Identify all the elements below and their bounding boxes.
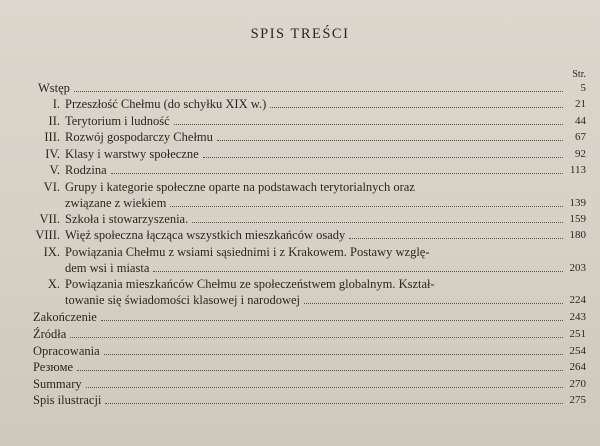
toc-entry-chapter-7[interactable] bbox=[26, 211, 586, 227]
toc-entry-title-line1: Powiązania Chełmu z wsiami sąsiednimi i z Krakowem. Postawy wzglę- bbox=[65, 245, 430, 259]
chapter-number: III. bbox=[44, 130, 60, 144]
dot-leader bbox=[203, 157, 563, 158]
toc-entry-title-line2: towanie się świadomości klasowej i narodowej bbox=[65, 293, 301, 307]
toc-entry-chapter-5[interactable] bbox=[26, 162, 586, 178]
toc-entry-sources[interactable] bbox=[33, 326, 586, 342]
toc-entry-chapter-1[interactable] bbox=[26, 96, 586, 112]
toc-entry-title: Rozwój gospodarczy Chełmu bbox=[65, 130, 213, 144]
dot-leader bbox=[174, 124, 563, 125]
toc-entry-title: Klasy i warstwy społeczne bbox=[65, 147, 199, 161]
toc-entry-page: 224 bbox=[569, 294, 586, 306]
chapter-number: VI. bbox=[43, 180, 60, 194]
toc-entry-summary[interactable] bbox=[33, 376, 586, 392]
toc-entry-page: 44 bbox=[575, 115, 586, 127]
chapter-number: IX. bbox=[43, 245, 60, 259]
dot-leader bbox=[304, 303, 563, 304]
toc-entry-title: Rodzina bbox=[65, 163, 107, 177]
toc-entry-title-line2: dem wsi i miasta bbox=[65, 261, 150, 275]
toc-entry-russian-summary[interactable] bbox=[33, 359, 586, 375]
toc-entry-chapter-9[interactable] bbox=[26, 244, 586, 276]
toc-entry-page: 180 bbox=[569, 229, 586, 241]
toc-entry-page: 243 bbox=[569, 311, 586, 323]
toc-entry-title: Zakończenie bbox=[33, 310, 97, 324]
toc-entry-title: Summary bbox=[33, 377, 82, 391]
chapter-number: VIII. bbox=[35, 228, 60, 242]
chapter-number: VII. bbox=[39, 212, 60, 226]
dot-leader bbox=[86, 387, 563, 388]
toc-entry-title-line2: związane z wiekiem bbox=[65, 196, 167, 210]
dot-leader bbox=[70, 337, 563, 338]
toc-entry-chapter-6[interactable] bbox=[26, 179, 586, 211]
dot-leader bbox=[74, 91, 563, 92]
dot-leader bbox=[101, 320, 563, 321]
toc-entry-intro[interactable] bbox=[38, 80, 586, 96]
toc-entry-page: 139 bbox=[569, 197, 586, 209]
toc-entry-page: 270 bbox=[569, 378, 586, 390]
toc-entry-title: Szkoła i stowarzyszenia. bbox=[65, 212, 189, 226]
toc-entry-title: Przeszłość Chełmu (do schyłku XIX w.) bbox=[65, 97, 267, 111]
dot-leader bbox=[153, 271, 563, 272]
chapter-number: IV. bbox=[45, 147, 60, 161]
toc-entry-page: 254 bbox=[569, 345, 586, 357]
toc-entry-page: 203 bbox=[569, 262, 586, 274]
dot-leader bbox=[77, 370, 563, 371]
toc-entry-title: Spis ilustracji bbox=[33, 393, 102, 407]
toc-entry-title: Wstęp bbox=[38, 81, 70, 95]
dot-leader bbox=[105, 403, 563, 404]
toc-entry-chapter-3[interactable] bbox=[26, 129, 586, 145]
toc-entry-title: Terytorium i ludność bbox=[65, 114, 170, 128]
chapter-number: I. bbox=[52, 97, 60, 111]
toc-entry-page: 159 bbox=[569, 213, 586, 225]
chapter-number: II. bbox=[48, 114, 60, 128]
page-title: SPIS TREŚCI bbox=[250, 26, 350, 42]
page-column-header: Str. bbox=[572, 69, 586, 80]
toc-entry-chapter-4[interactable] bbox=[26, 146, 586, 162]
dot-leader bbox=[192, 222, 563, 223]
toc-entry-chapter-2[interactable] bbox=[26, 113, 586, 129]
dot-leader bbox=[349, 238, 563, 239]
toc-entry-page: 5 bbox=[580, 82, 586, 94]
toc-entry-studies[interactable] bbox=[33, 343, 586, 359]
toc-entry-page: 92 bbox=[575, 148, 586, 160]
toc-entry-page: 264 bbox=[569, 361, 586, 373]
toc-entry-page: 113 bbox=[569, 164, 586, 176]
toc-entry-title-line1: Grupy i kategorie społeczne oparte na podstawach terytorialnych oraz bbox=[65, 180, 415, 194]
toc-entry-page: 67 bbox=[575, 131, 586, 143]
chapter-number: X. bbox=[47, 277, 60, 291]
dot-leader bbox=[104, 354, 563, 355]
dot-leader bbox=[111, 173, 563, 174]
toc-entry-title: Więź społeczna łącząca wszystkich mieszkańców osady bbox=[65, 228, 346, 242]
dot-leader bbox=[170, 206, 563, 207]
toc-entry-chapter-10[interactable] bbox=[26, 276, 586, 308]
toc-entry-page: 275 bbox=[569, 394, 586, 406]
toc-entry-chapter-8[interactable] bbox=[26, 227, 586, 243]
toc-entry-title: Резюме bbox=[33, 360, 74, 374]
toc-entry-page: 21 bbox=[575, 98, 586, 110]
dot-leader bbox=[217, 140, 563, 141]
toc-entry-title: Opracowania bbox=[33, 344, 100, 358]
toc-entry-page: 251 bbox=[569, 328, 586, 340]
toc-entry-conclusion[interactable] bbox=[33, 309, 586, 325]
chapter-number: V. bbox=[49, 163, 60, 177]
toc-entry-title-line1: Powiązania mieszkańców Chełmu ze społeczeństwem globalnym. Kształ- bbox=[65, 277, 435, 291]
dot-leader bbox=[270, 107, 563, 108]
toc-entry-illustrations[interactable] bbox=[33, 392, 586, 408]
toc-entry-title: Źródła bbox=[33, 327, 67, 341]
